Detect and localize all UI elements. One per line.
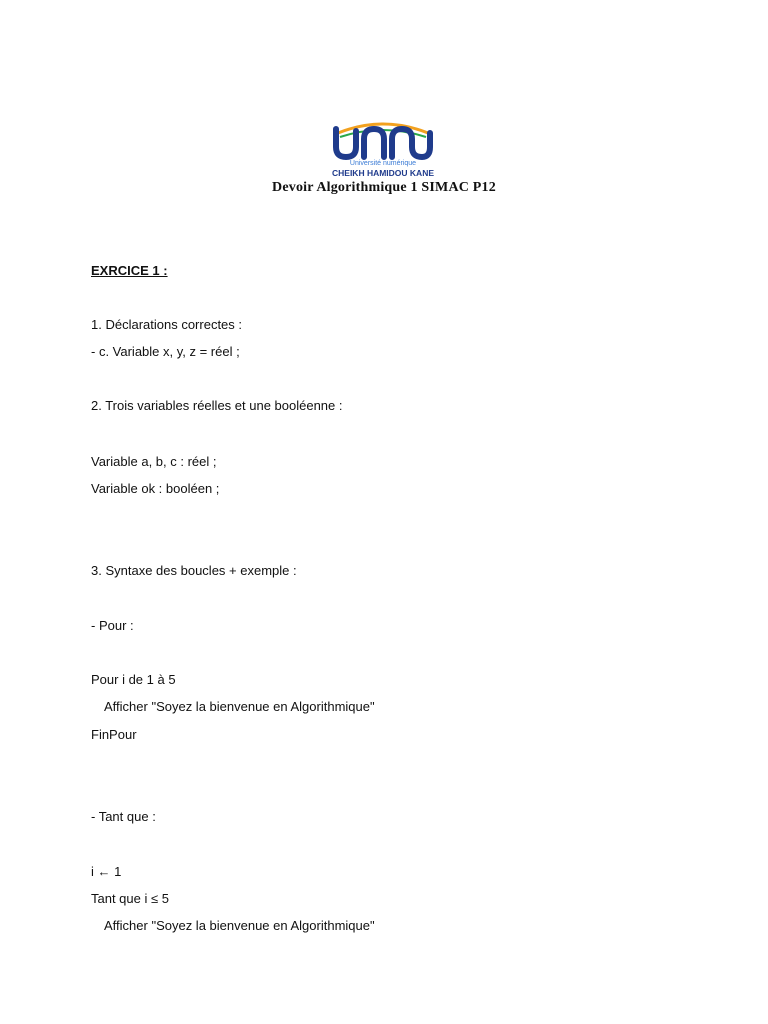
pour-line-3: FinPour bbox=[91, 727, 137, 742]
question-2-label: 2. Trois variables réelles et une booléenne : bbox=[91, 398, 343, 413]
document-title: Devoir Algorithmique 1 SIMAC P12 bbox=[272, 180, 496, 195]
question-2-line-1: Variable a, b, c : réel ; bbox=[91, 454, 217, 469]
tantque-line-2: Tant que i ≤ 5 bbox=[91, 891, 169, 906]
pour-line-2: Afficher "Soyez la bienvenue en Algorithmique" bbox=[104, 699, 375, 714]
tantque-line-1: i ← 1 bbox=[91, 864, 122, 879]
tantque-line-3: Afficher "Soyez la bienvenue en Algorithmique" bbox=[104, 918, 375, 933]
question-1-answer: - c. Variable x, y, z = réel ; bbox=[91, 344, 240, 359]
question-3-label: 3. Syntaxe des boucles + exemple : bbox=[91, 563, 297, 578]
logo-name: CHEIKH HAMIDOU KANE bbox=[332, 168, 434, 178]
question-1-label: 1. Déclarations correctes : bbox=[91, 317, 243, 332]
university-logo-icon bbox=[330, 121, 436, 181]
logo-subtitle: Université numérique bbox=[349, 160, 417, 167]
exercise-heading: EXRCICE 1 : bbox=[91, 263, 168, 278]
pour-line-1: Pour i de 1 à 5 bbox=[91, 672, 176, 687]
pour-label: - Pour : bbox=[91, 618, 134, 633]
tantque-label: - Tant que : bbox=[91, 809, 156, 824]
university-logo bbox=[330, 121, 436, 181]
question-2-line-2: Variable ok : booléen ; bbox=[91, 481, 220, 496]
